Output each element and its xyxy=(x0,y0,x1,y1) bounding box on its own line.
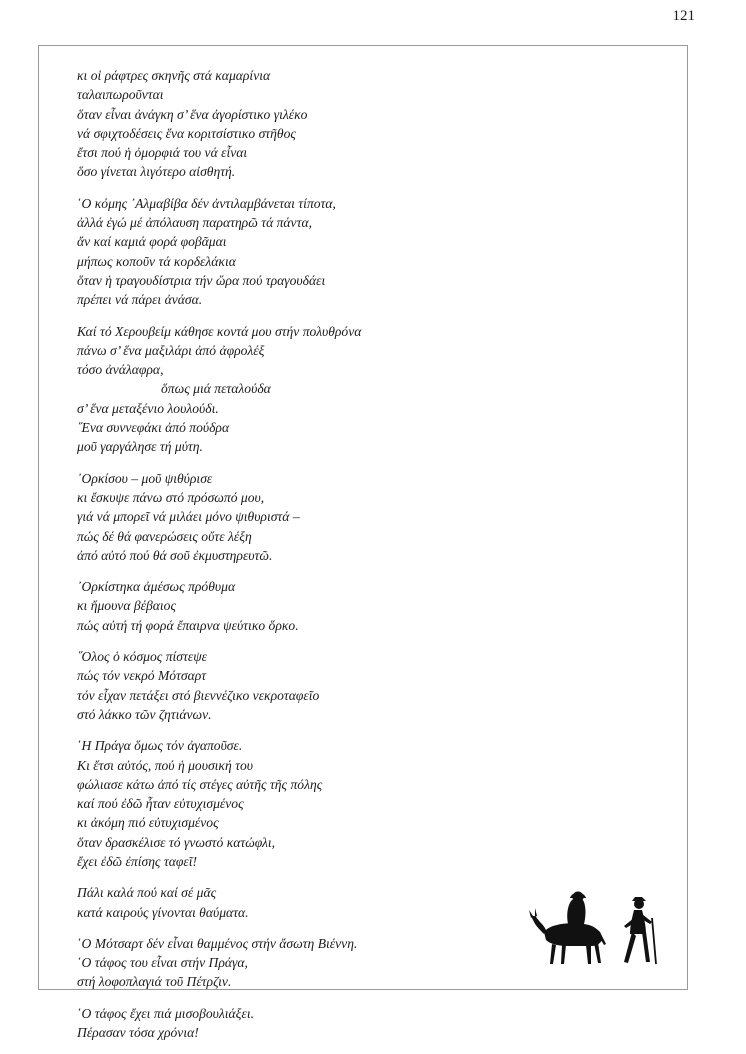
poem-line: κι ἀκόμη πιό εὐτυχισμένος xyxy=(77,815,219,831)
poem-line: ῾Ο Μότσαρτ δέν εἶναι θαμμένος στήν ἄσωτη Βιέννη. xyxy=(77,935,358,951)
poem-line: πώς τόν νεκρό Μότσαρτ xyxy=(77,668,207,684)
poem-line: πάνω σ’ ἕνα μαξιλάρι ἀπό ἀφρολέξ xyxy=(77,342,265,358)
poem-line: ῞Ολος ὁ κόσμος πίστεψε xyxy=(77,649,208,665)
poem-line: γιά νά μπορεῖ νά μιλάει μόνο ψιθυριστά – xyxy=(77,509,300,525)
stanza xyxy=(77,883,497,922)
poem-line: Κι ἔτσι αὐτός, πού ἡ μουσική του xyxy=(77,757,253,773)
page-number: 121 xyxy=(672,8,695,24)
stanza xyxy=(77,322,497,457)
poem-line: μοῦ γαργάλησε τή μύτη. xyxy=(77,439,203,455)
poem-line: πώς δέ θά φανερώσεις οὔτε λέξη xyxy=(77,528,252,544)
poem-line: ῞Ενα συννεφάκι ἀπό πούδρα xyxy=(77,420,230,436)
poem-body xyxy=(77,66,497,1054)
stanza xyxy=(77,736,497,871)
poem-line: ᾿Ορκίσου – μοῦ ψιθύρισε xyxy=(77,470,213,486)
stanza xyxy=(77,194,497,310)
poem-line: τόν εἶχαν πετάξει στό βιεννέζικο νεκροταφεῖο xyxy=(77,687,320,703)
stanza xyxy=(77,1004,497,1043)
poem-line: ἀλλά ἐγώ μέ ἀπόλαυση παρατηρῶ τά πάντα, xyxy=(77,215,312,231)
stanza xyxy=(77,934,497,992)
stanza xyxy=(77,577,497,635)
poem-line: κι ἤμουνα βέβαιος xyxy=(77,598,176,614)
poem-line: ῾Η Πράγα ὅμως τόν ἀγαποῦσε. xyxy=(77,738,243,754)
poem-line: ὅταν δρασκέλισε τό γνωστό κατώφλι, xyxy=(77,834,276,850)
poem-line: τόσο ἀνάλαφρα, xyxy=(77,362,164,378)
poem-line: ῾Ο κόμης ᾿Αλμαβίβα δέν ἀντιλαμβάνεται τίποτα, xyxy=(77,195,336,211)
poem-line: ὅσο γίνεται λιγότερο αἰσθητή. xyxy=(77,164,236,180)
poem-line: ἄν καί καμιά φορά φοβᾶμαι xyxy=(77,234,227,250)
poem-line: ταλαιπωροῦνται xyxy=(77,87,164,103)
poem-line: ᾿Ορκίστηκα ἀμέσως πρόθυμα xyxy=(77,579,236,595)
stanza xyxy=(77,66,497,182)
poem-line: καί πού ἐδῶ ἦταν εὐτυχισμένος xyxy=(77,796,244,812)
poem-line: ὅταν ἡ τραγουδίστρια τήν ὥρα πού τραγουδάει xyxy=(77,272,326,288)
poem-line: κατά καιρούς γίνονται θαύματα. xyxy=(77,904,249,920)
poem-line: ἔχει ἐδῶ ἐπίσης ταφεῖ! xyxy=(77,853,198,869)
poem-line: ἔτσι πού ἡ ὀμορφιά του νά εἶναι xyxy=(77,145,248,161)
poem-line: πρέπει νά πάρει ἀνάσα. xyxy=(77,292,203,308)
poem-line: ὅταν εἶναι ἀνάγκη σ’ ἕνα ἀγορίστικο γιλέκο xyxy=(77,106,308,122)
poem-line: στή λοφοπλαγιά τοῦ Πέτρζιν. xyxy=(77,974,232,990)
poem-line: Πάλι καλά πού καί σέ μᾶς xyxy=(77,885,217,901)
poem-line: στό λάκκο τῶν ζητιάνων. xyxy=(77,706,212,722)
stanza xyxy=(77,469,497,565)
poem-line: σ’ ἕνα μεταξένιο λουλούδι. xyxy=(77,400,219,416)
poem-line: φώλιασε κάτω ἀπό τίς στέγες αὐτῆς τῆς πόλης xyxy=(77,776,323,792)
poem-line: μήπως κοποῦν τά κορδελάκια xyxy=(77,253,236,269)
donkey-rider-walker-silhouette-icon xyxy=(528,888,666,968)
poem-line: ῾Ο τάφος ἔχει πιά μισοβουλιάξει. xyxy=(77,1005,255,1021)
poem-line: ἀπό αὐτό πού θά σοῦ ἐκμυστηρευτῶ. xyxy=(77,547,273,563)
poem-line: Πέρασαν τόσα χρόνια! xyxy=(77,1025,199,1041)
poem-line: κι οἱ ράφτρες σκηνῆς στά καμαρίνια xyxy=(77,68,271,83)
poem-line: ῾Ο τάφος του εἶναι στήν Πράγα, xyxy=(77,955,248,971)
poem-line: νά σφιχτοδέσεις ἕνα κοριτσίστικο στῆθος xyxy=(77,125,296,141)
poem-line: Καί τό Χερουβείμ κάθησε κοντά μου στήν πολυθρόνα xyxy=(77,323,362,339)
poem-line: πώς αὐτή τή φορά ἔπαιρνα ψεύτικο ὅρκο. xyxy=(77,617,299,633)
stanza xyxy=(77,647,497,724)
poem-line: ὅπως μιά πεταλούδα xyxy=(161,381,271,397)
poem-line: κι ἔσκυψε πάνω στό πρόσωπό μου, xyxy=(77,489,265,505)
